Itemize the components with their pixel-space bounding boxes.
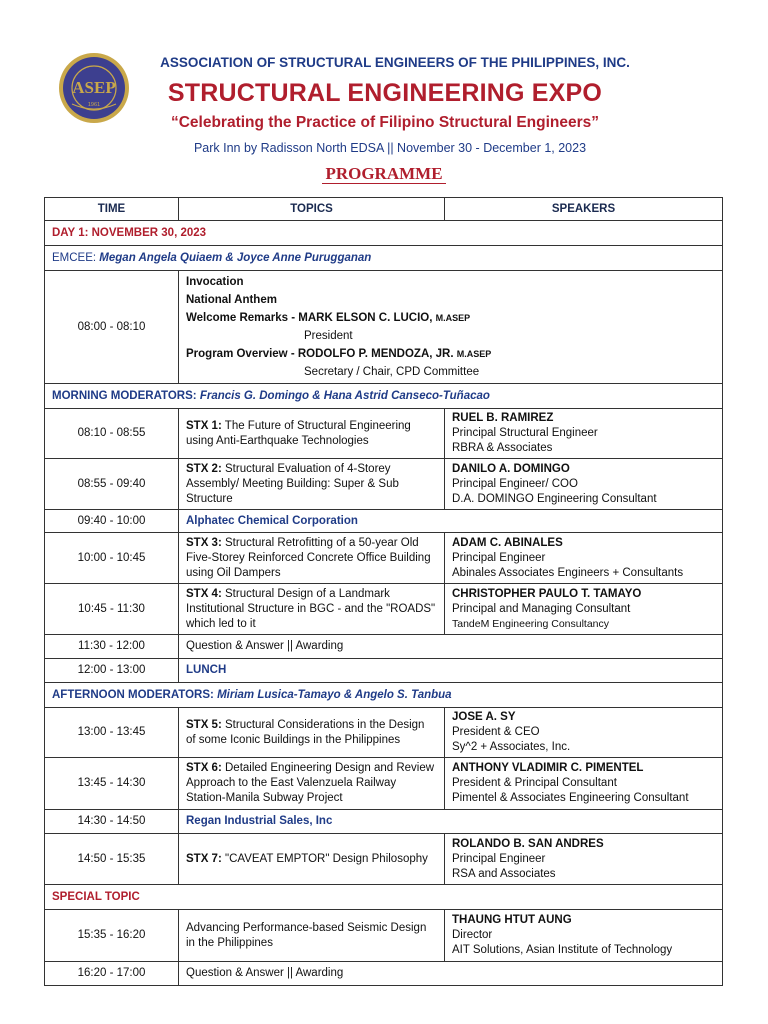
opening-cell <box>179 271 723 384</box>
time-cell: 09:40 - 10:00 <box>45 510 179 533</box>
topic-text: Structural Retrofitting of a 50-year Old Five-Storey Reinforced Concrete Office Building using Oil Dampers <box>186 536 431 579</box>
speaker-name: JOSE A. SY <box>452 711 516 723</box>
welcome-suffix: M.ASEP <box>435 313 471 323</box>
table-row <box>45 810 723 834</box>
time-cell: 12:00 - 13:00 <box>45 659 179 683</box>
speaker-name: ADAM C. ABINALES <box>452 536 563 549</box>
table-row <box>45 459 723 510</box>
time-cell: 14:30 - 14:50 <box>45 810 179 834</box>
time-cell: 13:00 - 13:45 <box>45 708 179 758</box>
speaker-role: Director <box>452 929 493 941</box>
speaker-cell <box>445 459 723 510</box>
table-row <box>45 510 723 533</box>
time-cell: 08:00 - 08:10 <box>45 271 179 384</box>
table-row <box>45 271 723 384</box>
topic-cell <box>179 459 445 510</box>
table-row <box>45 910 723 962</box>
speaker-org: Abinales Associates Engineers + Consultants <box>452 566 684 579</box>
afternoon-mod-names: Miriam Lusica-Tamayo & Angelo S. Tanbua <box>217 688 452 701</box>
speaker-role: Principal Engineer <box>452 551 546 564</box>
day-row <box>45 221 723 246</box>
special-topic-label: SPECIAL TOPIC <box>45 885 723 910</box>
overview-suffix: M.ASEP <box>456 349 492 359</box>
topic-cell <box>179 533 445 584</box>
speaker-cell <box>445 834 723 885</box>
speaker-org: Pimentel & Associates Engineering Consultant <box>452 792 689 804</box>
time-cell: 14:50 - 15:35 <box>45 834 179 885</box>
venue-date: Park Inn by Radisson North EDSA || November 30 - December 1, 2023 <box>193 141 587 155</box>
program-overview: Program Overview - RODOLFO P. MENDOZA, JR. <box>186 348 454 360</box>
speaker-cell <box>445 584 723 635</box>
stx-code: STX 4: <box>186 587 222 600</box>
time-cell: 10:45 - 11:30 <box>45 584 179 635</box>
speaker-org: Sy^2 + Associates, Inc. <box>452 741 571 753</box>
morning-moderators-row <box>45 384 723 409</box>
expo-title: STRUCTURAL ENGINEERING EXPO <box>167 79 603 107</box>
stx-code: STX 2: <box>186 462 222 475</box>
col-time: TIME <box>45 198 179 221</box>
overview-role: Secretary / Chair, CPD Committee <box>304 366 480 378</box>
special-topic-row <box>45 885 723 910</box>
time-cell: 08:10 - 08:55 <box>45 409 179 459</box>
topic-text: The Future of Structural Engineering using Anti-Earthquake Technologies <box>186 419 411 447</box>
table-row <box>45 758 723 810</box>
emcee-row <box>45 246 723 271</box>
table-row <box>45 635 723 659</box>
speaker-name: DANILO A. DOMINGO <box>452 462 570 475</box>
speaker-role: President & CEO <box>452 726 540 738</box>
qa-cell: Question & Answer || Awarding <box>179 635 723 659</box>
topic-text: Structural Considerations in the Design of some Iconic Buildings in the Philippines <box>186 718 425 746</box>
time-cell: 11:30 - 12:00 <box>45 635 179 659</box>
speaker-role: Principal Engineer/ COO <box>452 477 578 490</box>
anthem: National Anthem <box>186 294 277 306</box>
qa-cell: Question & Answer || Awarding <box>179 962 723 986</box>
programme-underline <box>322 183 446 184</box>
stx-code: STX 7: <box>186 852 222 865</box>
table-row <box>45 834 723 885</box>
organization-name: ASSOCIATION OF STRUCTURAL ENGINEERS OF THE PHILIPPINES, INC. <box>160 55 630 70</box>
stx-code: STX 1: <box>186 419 222 432</box>
emcee-label: EMCEE: <box>52 251 97 264</box>
time-cell: 10:00 - 10:45 <box>45 533 179 584</box>
speaker-org: AIT Solutions, Asian Institute of Technology <box>452 944 673 956</box>
emcee-names: Megan Angela Quiaem & Joyce Anne Purugganan <box>99 251 372 264</box>
invocation: Invocation <box>186 276 244 288</box>
table-row <box>45 659 723 683</box>
stx-code: STX 3: <box>186 536 222 549</box>
topic-cell <box>179 708 445 758</box>
topic-cell <box>179 584 445 635</box>
programme-heading: PROGRAMME <box>325 164 443 183</box>
afternoon-moderators-row <box>45 683 723 708</box>
sponsor-cell: Alphatec Chemical Corporation <box>179 510 723 533</box>
table-row <box>45 962 723 986</box>
sponsor-cell: Regan Industrial Sales, Inc <box>179 810 723 834</box>
speaker-role: Principal and Managing Consultant <box>452 602 631 615</box>
speaker-cell <box>445 533 723 584</box>
speaker-name: RUEL B. RAMIREZ <box>452 412 554 424</box>
topic-text: Structural Design of a Landmark Institutional Structure in BGC - and the "ROADS" which led to it <box>186 587 436 630</box>
morning-mod-label: MORNING MODERATORS: <box>52 389 197 402</box>
topic-cell: Advancing Performance-based Seismic Design in the Philippines <box>179 910 445 962</box>
speaker-role: Principal Structural Engineer <box>452 427 598 439</box>
time-cell: 08:55 - 09:40 <box>45 459 179 510</box>
table-row <box>45 584 723 635</box>
speaker-name: THAUNG HTUT AUNG <box>452 914 572 926</box>
topic-cell <box>179 834 445 885</box>
time-cell: 16:20 - 17:00 <box>45 962 179 986</box>
topic-text: "CAVEAT EMPTOR" Design Philosophy <box>225 852 428 865</box>
time-cell: 15:35 - 16:20 <box>45 910 179 962</box>
welcome-remarks: Welcome Remarks - MARK ELSON C. LUCIO, <box>186 312 433 324</box>
topic-cell <box>179 409 445 459</box>
col-topics: TOPICS <box>179 198 445 221</box>
speaker-cell <box>445 708 723 758</box>
stx-code: STX 5: <box>186 718 222 731</box>
table-row <box>45 409 723 459</box>
speaker-cell <box>445 758 723 810</box>
speaker-org: RBRA & Associates <box>452 442 553 454</box>
lunch-cell: LUNCH <box>179 659 723 683</box>
topic-text: Structural Evaluation of 4-Storey Assembly/ Meeting Building: Super & Sub Structure <box>186 462 399 505</box>
day-label: DAY 1: NOVEMBER 30, 2023 <box>45 221 723 246</box>
logo-text: ASEP <box>72 78 116 97</box>
speaker-org: TandeM Engineering Consultancy <box>452 617 610 630</box>
programme-table <box>44 197 723 986</box>
table-row <box>45 533 723 584</box>
welcome-role: President <box>304 330 353 342</box>
speaker-role: Principal Engineer <box>452 852 546 865</box>
afternoon-mod-label: AFTERNOON MODERATORS: <box>52 688 214 701</box>
speaker-name: ANTHONY VLADIMIR C. PIMENTEL <box>452 762 644 774</box>
speaker-name: CHRISTOPHER PAULO T. TAMAYO <box>452 587 642 600</box>
speaker-role: President & Principal Consultant <box>452 777 617 789</box>
topic-cell <box>179 758 445 810</box>
stx-code: STX 6: <box>186 762 222 774</box>
speaker-name: ROLANDO B. SAN ANDRES <box>452 837 604 850</box>
table-row <box>45 708 723 758</box>
morning-mod-names: Francis G. Domingo & Hana Astrid Canseco-Tuñacao <box>199 389 490 402</box>
col-speakers: SPEAKERS <box>445 198 723 221</box>
table-header-row <box>45 198 723 221</box>
tagline: “Celebrating the Practice of Filipino Structural Engineers” <box>170 114 600 131</box>
speaker-org: RSA and Associates <box>452 867 556 880</box>
topic-text: Detailed Engineering Design and Review Approach to the East Valenzuela Railway Station-Manila Subway Project <box>186 762 435 804</box>
time-cell: 13:45 - 14:30 <box>45 758 179 810</box>
speaker-cell <box>445 910 723 962</box>
logo-year: 1961 <box>87 102 101 108</box>
speaker-cell <box>445 409 723 459</box>
speaker-org: D.A. DOMINGO Engineering Consultant <box>452 492 657 505</box>
